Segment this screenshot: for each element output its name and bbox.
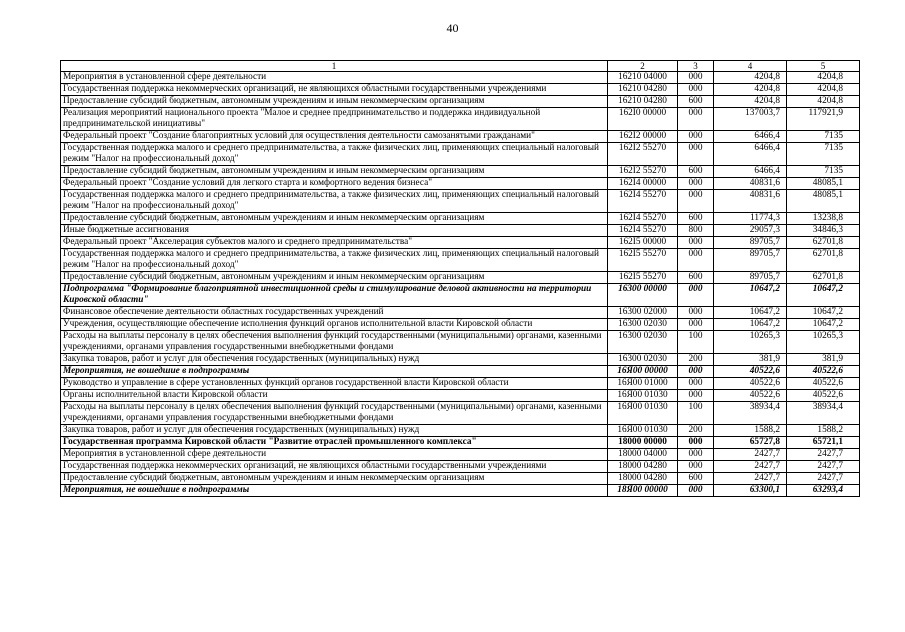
row-value-2022-cell: 10647,2 — [714, 284, 787, 307]
row-value-2022-cell: 63300,1 — [714, 485, 787, 497]
row-type-cell: 000 — [678, 190, 714, 213]
table-row — [61, 402, 860, 425]
row-value-2023-cell: 7135 — [787, 131, 860, 143]
row-name-cell: Предоставление субсидий бюджетным, автономным учреждениям и иным некоммерческим организациям — [61, 272, 608, 284]
row-name-cell: Государственная поддержка малого и среднего предпринимательства, а также физических лиц, применяющих специальный налоговый режим "Налог на профессиональный доход" — [61, 190, 608, 213]
row-value-2023-cell: 10647,2 — [787, 307, 860, 319]
row-code-cell: 162I4 55270 — [608, 213, 678, 225]
row-name-cell: Федеральный проект "Создание условий для легкого старта и комфортного ведения бизнеса" — [61, 178, 608, 190]
row-value-2022-cell: 40831,6 — [714, 178, 787, 190]
row-code-cell: 16210 04280 — [608, 84, 678, 96]
row-value-2023-cell: 62701,8 — [787, 272, 860, 284]
row-value-2022-cell: 381,9 — [714, 354, 787, 366]
page-number: 40 — [446, 21, 459, 35]
table-row — [61, 354, 860, 366]
table-row — [61, 461, 860, 473]
row-value-2022-cell: 40522,6 — [714, 366, 787, 378]
row-value-2023-cell: 2427,7 — [787, 449, 860, 461]
row-name-cell: Расходы на выплаты персоналу в целях обеспечения выполнения функций государственными (муниципальными) органами, казенными учреждениями, органами управления государственными внебюджетными фондами — [61, 402, 608, 425]
row-name-cell: Предоставление субсидий бюджетным, автономным учреждениям и иным некоммерческим организациям — [61, 473, 608, 485]
table-row — [61, 84, 860, 96]
row-value-2022-cell: 10647,2 — [714, 307, 787, 319]
row-name-cell: Мероприятия в установленной сфере деятельности — [61, 72, 608, 84]
row-type-cell: 100 — [678, 331, 714, 354]
row-code-cell: 162I5 55270 — [608, 249, 678, 272]
row-value-2022-cell: 2427,7 — [714, 461, 787, 473]
row-type-cell: 000 — [678, 84, 714, 96]
table-row — [61, 319, 860, 331]
row-value-2022-cell: 4204,8 — [714, 84, 787, 96]
row-name-cell: Государственная программа Кировской области "Развитие отраслей промышленного комплекса" — [61, 437, 608, 449]
row-type-cell: 000 — [678, 249, 714, 272]
row-type-cell: 000 — [678, 284, 714, 307]
header-col-1: 1 — [61, 61, 608, 72]
row-value-2022-cell: 89705,7 — [714, 249, 787, 272]
row-value-2023-cell: 10647,2 — [787, 319, 860, 331]
row-value-2023-cell: 40522,6 — [787, 378, 860, 390]
row-type-cell: 200 — [678, 425, 714, 437]
row-type-cell: 100 — [678, 402, 714, 425]
row-name-cell: Предоставление субсидий бюджетным, автономным учреждениям и иным некоммерческим организациям — [61, 96, 608, 108]
row-value-2022-cell: 40831,6 — [714, 190, 787, 213]
row-name-cell: Мероприятия в установленной сфере деятельности — [61, 449, 608, 461]
row-code-cell: 16Я00 01030 — [608, 402, 678, 425]
row-value-2023-cell: 7135 — [787, 143, 860, 166]
row-type-cell: 600 — [678, 166, 714, 178]
table-row — [61, 485, 860, 497]
row-code-cell: 16300 02030 — [608, 331, 678, 354]
row-code-cell: 18000 00000 — [608, 437, 678, 449]
row-code-cell: 16300 02030 — [608, 319, 678, 331]
row-name-cell: Государственная поддержка малого и среднего предпринимательства, а также физических лиц, применяющих специальный налоговый режим "Налог на профессиональный доход" — [61, 143, 608, 166]
row-name-cell: Подпрограмма "Формирование благоприятной инвестиционной среды и стимулирование деловой активности на территории Кировской области" — [61, 284, 608, 307]
row-code-cell: 18000 04280 — [608, 461, 678, 473]
row-value-2022-cell: 10647,2 — [714, 319, 787, 331]
row-type-cell: 600 — [678, 213, 714, 225]
row-value-2023-cell: 10647,2 — [787, 284, 860, 307]
row-code-cell: 162I4 55270 — [608, 190, 678, 213]
header-col-2: 2 — [608, 61, 678, 72]
row-type-cell: 000 — [678, 319, 714, 331]
row-name-cell: Реализация мероприятий национального проекта "Малое и среднее предпринимательство и поддержка индивидуальной предпринимательской инициативы" — [61, 108, 608, 131]
row-name-cell: Государственная поддержка малого и среднего предпринимательства, а также физических лиц, применяющих специальный налоговый режим "Налог на профессиональный доход" — [61, 249, 608, 272]
table-row — [61, 237, 860, 249]
row-value-2022-cell: 4204,8 — [714, 96, 787, 108]
row-value-2022-cell: 11774,3 — [714, 213, 787, 225]
row-value-2022-cell: 2427,7 — [714, 473, 787, 485]
row-code-cell: 16Я00 00000 — [608, 366, 678, 378]
table-row — [61, 390, 860, 402]
row-code-cell: 16Я00 01030 — [608, 390, 678, 402]
row-code-cell: 162I0 00000 — [608, 108, 678, 131]
row-code-cell: 162I5 55270 — [608, 272, 678, 284]
row-value-2023-cell: 381,9 — [787, 354, 860, 366]
row-name-cell: Мероприятия, не вошедшие в подпрограммы — [61, 366, 608, 378]
table-body — [61, 72, 860, 497]
row-value-2023-cell: 2427,7 — [787, 473, 860, 485]
row-value-2023-cell: 63293,4 — [787, 485, 860, 497]
row-type-cell: 000 — [678, 131, 714, 143]
row-name-cell: Мероприятия, не вошедшие в подпрограммы — [61, 485, 608, 497]
row-type-cell: 000 — [678, 437, 714, 449]
row-type-cell: 000 — [678, 449, 714, 461]
row-type-cell: 600 — [678, 96, 714, 108]
row-value-2022-cell: 40522,6 — [714, 390, 787, 402]
header-col-5: 5 — [787, 61, 860, 72]
table-row — [61, 437, 860, 449]
table-row — [61, 166, 860, 178]
row-type-cell: 000 — [678, 72, 714, 84]
table-row — [61, 72, 860, 84]
row-value-2023-cell: 62701,8 — [787, 237, 860, 249]
row-value-2022-cell: 89705,7 — [714, 272, 787, 284]
row-value-2023-cell: 38934,4 — [787, 402, 860, 425]
row-value-2022-cell: 89705,7 — [714, 237, 787, 249]
row-code-cell: 16Я00 01030 — [608, 425, 678, 437]
header-col-3: 3 — [678, 61, 714, 72]
row-type-cell: 000 — [678, 461, 714, 473]
row-type-cell: 600 — [678, 272, 714, 284]
row-name-cell: Закупка товаров, работ и услуг для обеспечения государственных (муниципальных) нужд — [61, 425, 608, 437]
row-code-cell: 162I5 00000 — [608, 237, 678, 249]
table-row — [61, 449, 860, 461]
row-value-2022-cell: 1588,2 — [714, 425, 787, 437]
row-code-cell: 162I4 55270 — [608, 225, 678, 237]
row-name-cell: Государственная поддержка некоммерческих организаций, не являющихся областными государственными учреждениями — [61, 461, 608, 473]
row-value-2023-cell: 13238,8 — [787, 213, 860, 225]
row-name-cell: Государственная поддержка некоммерческих организаций, не являющихся областными государственными учреждениями — [61, 84, 608, 96]
row-value-2023-cell: 2427,7 — [787, 461, 860, 473]
row-value-2022-cell: 29057,3 — [714, 225, 787, 237]
table-row — [61, 331, 860, 354]
table-row — [61, 425, 860, 437]
budget-table — [60, 60, 860, 497]
row-value-2023-cell: 40522,6 — [787, 366, 860, 378]
row-value-2023-cell: 7135 — [787, 166, 860, 178]
row-value-2022-cell: 6466,4 — [714, 143, 787, 166]
table-row — [61, 108, 860, 131]
row-value-2023-cell: 10265,3 — [787, 331, 860, 354]
row-value-2023-cell: 40522,6 — [787, 390, 860, 402]
table-row — [61, 378, 860, 390]
row-value-2022-cell: 137003,7 — [714, 108, 787, 131]
row-code-cell: 18Я00 00000 — [608, 485, 678, 497]
table-row — [61, 272, 860, 284]
row-value-2022-cell: 65727,8 — [714, 437, 787, 449]
table-row — [61, 178, 860, 190]
table-row — [61, 225, 860, 237]
row-name-cell: Руководство и управление в сфере установленных функций органов государственной власти Кировской области — [61, 378, 608, 390]
table-row — [61, 190, 860, 213]
row-code-cell: 162I4 00000 — [608, 178, 678, 190]
table-row — [61, 284, 860, 307]
row-value-2022-cell: 38934,4 — [714, 402, 787, 425]
row-name-cell: Федеральный проект "Создание благоприятных условий для осуществления деятельности самозанятыми гражданами" — [61, 131, 608, 143]
table-row — [61, 366, 860, 378]
row-value-2023-cell: 65721,1 — [787, 437, 860, 449]
row-value-2022-cell: 6466,4 — [714, 131, 787, 143]
row-code-cell: 162I2 00000 — [608, 131, 678, 143]
row-value-2023-cell: 48085,1 — [787, 178, 860, 190]
row-type-cell: 600 — [678, 473, 714, 485]
row-code-cell: 18000 04000 — [608, 449, 678, 461]
row-name-cell: Предоставление субсидий бюджетным, автономным учреждениям и иным некоммерческим организациям — [61, 213, 608, 225]
row-type-cell: 000 — [678, 390, 714, 402]
row-name-cell: Расходы на выплаты персоналу в целях обеспечения выполнения функций государственными (муниципальными) органами, казенными учреждениями, органами управления государственными внебюджетными фондами — [61, 331, 608, 354]
row-value-2023-cell: 62701,8 — [787, 249, 860, 272]
table-row — [61, 473, 860, 485]
row-name-cell: Закупка товаров, работ и услуг для обеспечения государственных (муниципальных) нужд — [61, 354, 608, 366]
row-code-cell: 162I2 55270 — [608, 143, 678, 166]
row-value-2023-cell: 117921,9 — [787, 108, 860, 131]
table-row — [61, 249, 860, 272]
row-type-cell: 000 — [678, 237, 714, 249]
row-type-cell: 000 — [678, 143, 714, 166]
row-code-cell: 16210 04280 — [608, 96, 678, 108]
row-code-cell: 16300 02030 — [608, 354, 678, 366]
row-value-2023-cell: 4204,8 — [787, 72, 860, 84]
row-type-cell: 000 — [678, 485, 714, 497]
row-name-cell: Органы исполнительной власти Кировской области — [61, 390, 608, 402]
table-row — [61, 143, 860, 166]
row-value-2023-cell: 1588,2 — [787, 425, 860, 437]
row-value-2023-cell: 48085,1 — [787, 190, 860, 213]
row-code-cell: 16300 00000 — [608, 284, 678, 307]
row-type-cell: 000 — [678, 366, 714, 378]
row-value-2022-cell: 10265,3 — [714, 331, 787, 354]
row-value-2022-cell: 4204,8 — [714, 72, 787, 84]
row-code-cell: 16Я00 01000 — [608, 378, 678, 390]
row-name-cell: Финансовое обеспечение деятельности областных государственных учреждений — [61, 307, 608, 319]
row-type-cell: 000 — [678, 178, 714, 190]
row-value-2022-cell: 40522,6 — [714, 378, 787, 390]
row-type-cell: 000 — [678, 108, 714, 131]
table-row — [61, 131, 860, 143]
row-name-cell: Федеральный проект "Акселерация субъектов малого и среднего предпринимательства" — [61, 237, 608, 249]
row-code-cell: 162I2 55270 — [608, 166, 678, 178]
row-name-cell: Предоставление субсидий бюджетным, автономным учреждениям и иным некоммерческим организациям — [61, 166, 608, 178]
table-header-row — [61, 61, 860, 72]
row-value-2023-cell: 4204,8 — [787, 96, 860, 108]
row-name-cell: Иные бюджетные ассигнования — [61, 225, 608, 237]
row-type-cell: 800 — [678, 225, 714, 237]
header-col-4: 4 — [714, 61, 787, 72]
row-value-2022-cell: 6466,4 — [714, 166, 787, 178]
row-value-2023-cell: 4204,8 — [787, 84, 860, 96]
row-type-cell: 000 — [678, 378, 714, 390]
row-code-cell: 16210 04000 — [608, 72, 678, 84]
row-type-cell: 000 — [678, 307, 714, 319]
row-code-cell: 18000 04280 — [608, 473, 678, 485]
row-value-2022-cell: 2427,7 — [714, 449, 787, 461]
row-type-cell: 200 — [678, 354, 714, 366]
row-code-cell: 16300 02000 — [608, 307, 678, 319]
row-name-cell: Учреждения, осуществляющие обеспечение исполнения функций органов исполнительной власти Кировской области — [61, 319, 608, 331]
table-row — [61, 307, 860, 319]
table-row — [61, 96, 860, 108]
table-row — [61, 213, 860, 225]
row-value-2023-cell: 34846,3 — [787, 225, 860, 237]
